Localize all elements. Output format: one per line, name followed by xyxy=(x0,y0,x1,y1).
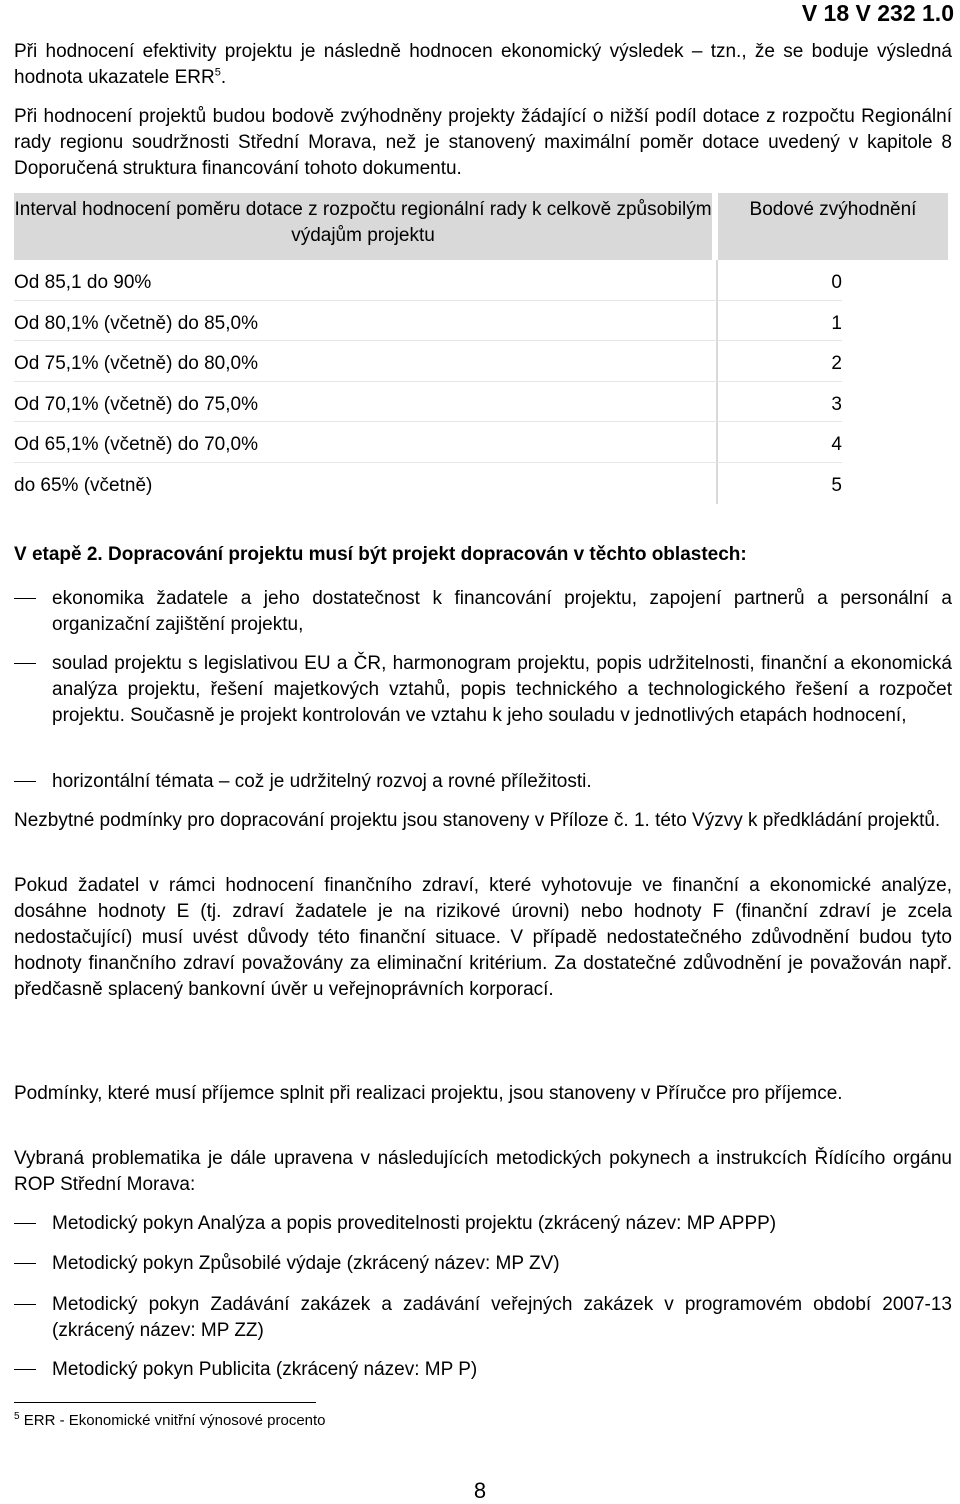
paragraph-conditions: Nezbytné podmínky pro dopracování projektu jsou stanoveny v Příloze č. 1. této Výzvy k předkládání projektů. xyxy=(14,810,941,831)
table-cell-interval: Od 75,1% (včetně) do 80,0% xyxy=(14,341,718,382)
table-cell-points: 5 xyxy=(831,474,842,496)
stage2-heading: V etapě 2. Dopracování projektu musí být projekt dopracován v těchto oblastech: xyxy=(14,544,747,565)
paragraph-recipient: Podmínky, které musí příjemce splnit při realizaci projektu, jsou stanoveny v Příručce pro příjemce. xyxy=(14,1083,843,1104)
list-item-text: Metodický pokyn Publicita (zkrácený název: MP P) xyxy=(52,1359,478,1380)
dash-bullet-icon xyxy=(14,1223,36,1224)
list-item xyxy=(14,1251,952,1277)
table-cell-points: 1 xyxy=(718,301,842,342)
bonus-score-table xyxy=(14,193,952,504)
list-item-text: ekonomika žadatele a jeho dostatečnost k financování projektu, zapojení partnerů a personální a organizační zajištění projektu, xyxy=(52,588,952,635)
table-row xyxy=(14,341,952,382)
paragraph-methodology: Vybraná problematika je dále upravena v následujících metodických pokynech a instrukcích Řídícího orgánu ROP Střední Morava: xyxy=(14,1148,952,1195)
table-row xyxy=(14,301,952,342)
list-item-text: Metodický pokyn Zadávání zakázek a zadávání veřejných zakázek v programovém období 2007-13 (zkrácený název: MP ZZ) xyxy=(52,1294,952,1341)
paragraph-financial-health: Pokud žadatel v rámci hodnocení finančního zdraví, které vyhotovuje ve finanční a ekonomické analýze, dosáhne hodnoty E (tj. zdraví žadatele je na rizikové úrovni) nebo hodnoty F (finanční zdraví je zcela nedostačující) musí uvést důvody této finanční situace. V případě nedostatečného zdůvodnění budou tyto hodnoty finančního zdraví považovány za eliminační kritérium. Za dostatečné zdůvodnění je považován např. předčasně splacený bankovní úvěr u veřejnoprávních korporací. xyxy=(14,875,952,1000)
list-item-text: horizontální témata – což je udržitelný rozvoj a rovné příležitosti. xyxy=(52,771,592,792)
page-number: 8 xyxy=(473,1478,487,1503)
table-row xyxy=(14,422,952,463)
table-cell-points: 2 xyxy=(718,341,842,382)
list-item xyxy=(14,586,952,638)
footnote xyxy=(14,1410,326,1432)
table-cell-interval: Od 70,1% (včetně) do 75,0% xyxy=(14,382,718,423)
list-item xyxy=(14,769,952,795)
list-item xyxy=(14,1357,952,1383)
list-item-text: Metodický pokyn Analýza a popis proveditelnosti projektu (zkrácený název: MP APPP) xyxy=(52,1213,777,1234)
footnote-reference: 5 xyxy=(214,66,221,79)
table-cell-points: 3 xyxy=(718,382,842,423)
dash-bullet-icon xyxy=(14,663,36,664)
list-item-text: Metodický pokyn Způsobilé výdaje (zkrácený název: MP ZV) xyxy=(52,1253,560,1274)
table-row xyxy=(14,260,952,301)
table-row xyxy=(14,382,952,423)
list-item xyxy=(14,651,952,729)
dash-bullet-icon xyxy=(14,1304,36,1305)
paragraph-bonus: Při hodnocení projektů budou bodově zvýhodněny projekty žádající o nižší podíl dotace z rozpočtu Regionální rady regionu soudržnosti Střední Morava, než je stanovený maximální poměr dotace uvedený v kapitole 8 Doporučená struktura financování tohoto dokumentu. xyxy=(14,106,952,179)
table-cell-interval: Od 85,1 do 90% xyxy=(14,260,718,301)
table-header-interval: Interval hodnocení poměru dotace z rozpočtu regionální rady k celkově způsobilým výdajům projektu xyxy=(14,193,712,260)
paragraph-efficiency-text: Při hodnocení efektivity projektu je následně hodnocen ekonomický výsledek – tzn., že se boduje výsledná hodnota ukazatele ERR xyxy=(14,41,952,88)
list-item xyxy=(14,1292,952,1344)
table-cell-interval: Od 65,1% (včetně) do 70,0% xyxy=(14,422,718,463)
footnote-number: 5 xyxy=(14,1411,20,1422)
paragraph-efficiency xyxy=(14,39,952,91)
table-cell-interval: Od 80,1% (včetně) do 85,0% xyxy=(14,301,718,342)
footnote-text: ERR - Ekonomické vnitřní výnosové procento xyxy=(23,1412,326,1429)
paragraph-efficiency-end: . xyxy=(220,67,227,88)
table-cell-interval: do 65% (včetně) xyxy=(14,463,718,504)
dash-bullet-icon xyxy=(14,598,36,599)
dash-bullet-icon xyxy=(14,1263,36,1264)
table-cell-points: 0 xyxy=(718,260,842,301)
table-cell-points: 4 xyxy=(718,422,842,463)
table-row xyxy=(14,463,952,504)
footnote-divider xyxy=(14,1402,316,1403)
table-header-row xyxy=(14,193,952,260)
document-id: V 18 V 232 1.0 xyxy=(801,0,954,26)
dash-bullet-icon xyxy=(14,781,36,782)
dash-bullet-icon xyxy=(14,1369,36,1370)
table-header-points: Bodové zvýhodnění xyxy=(718,193,948,260)
list-item xyxy=(14,1211,952,1237)
list-item-text: soulad projektu s legislativou EU a ČR, harmonogram projektu, popis udržitelnosti, finanční a ekonomická analýza projektu, řešení majetkových vztahů, popis technického a technologického řešení a rozpočet projektu. Současně je projekt kontrolován ve vztahu k jeho souladu v jednotlivých etapách hodnocení, xyxy=(52,653,952,726)
